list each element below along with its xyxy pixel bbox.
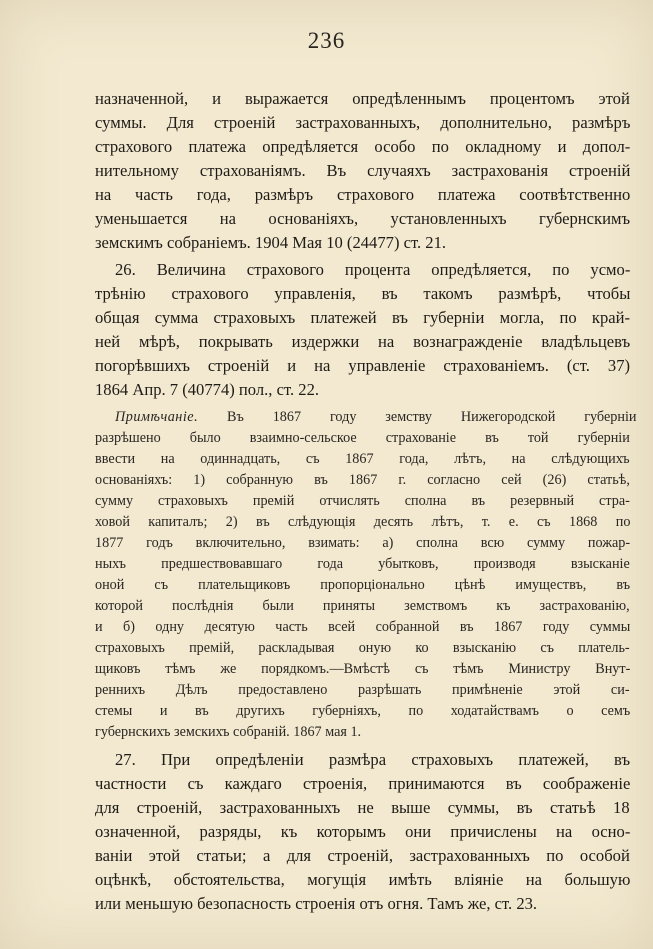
note-line: реннихъ Дѣлъ предоставлено разрѣшать примѣненіе этой си-	[95, 682, 630, 698]
text-line: 1864 Апр. 7 (40774) пол., ст. 22.	[95, 380, 320, 399]
note-line: оной съ плательщиковъ пропорціонально цѣнѣ имуществъ, въ	[95, 577, 631, 593]
text-line: ней мѣрѣ, покрывать издержки на вознагражденіе владѣльцевъ	[95, 332, 631, 351]
text-line: трѣнію страхового управленія, въ такомъ размѣрѣ, чтобы	[95, 284, 631, 303]
page-number: 236	[307, 28, 346, 53]
text-line: страхового платежа опредѣляется особо по окладному и допол-	[95, 137, 631, 156]
note-line: разрѣшено было взаимно-сельское страхованіе въ той губерніи	[95, 430, 630, 446]
text-line: суммы. Для строеній застрахованныхъ, дополнительно, размѣръ	[95, 113, 631, 132]
text-line: оцѣнкѣ, обстоятельства, могущія имѣть вліяніе на большую	[95, 870, 631, 889]
text-line: ваніи этой статьи; а для строеній, застрахованныхъ по особой	[95, 846, 630, 865]
article-27-line: 27. При опредѣленіи размѣра страховыхъ платежей, въ	[115, 750, 631, 769]
text-line: частности съ каждаго строенія, принимаются въ соображеніе	[95, 774, 631, 793]
note-line: 1877 годъ включительно, взимать: а) сполна всю сумму пожар-	[95, 535, 631, 551]
text-line: или меньшую безопасность строенія отъ огня. Тамъ же, ст. 23.	[95, 894, 538, 913]
note-line: ввести на одиннадцать, съ 1867 года, лѣтъ, на слѣдующихъ	[95, 451, 630, 467]
text-line: погорѣвшихъ строеній и на управленіе страхованіемъ. (ст. 37)	[95, 356, 631, 375]
note-line: щиковъ тѣмъ же порядкомъ.—Вмѣстѣ съ тѣмъ Министру Внут-	[95, 661, 631, 677]
text-line: для строеній, застрахованныхъ не выше суммы, въ статьѣ 18	[95, 798, 630, 817]
text-line: означенной, разряды, къ которымъ они причислены на осно-	[95, 822, 631, 841]
note-line: губернскихъ земскихъ собраній. 1867 мая 1.	[95, 724, 362, 740]
text-line: уменьшается на основаніяхъ, установленныхъ губернскимъ	[95, 209, 631, 228]
note-line: ныхъ предшествовавшаго года убытковъ, производя взысканіе	[95, 556, 630, 572]
note-line: сумму страховыхъ премій отчислять сполна въ резервный стра-	[95, 493, 630, 509]
article-26-line: 26. Величина страхового процента опредѣляется, по усмо-	[115, 260, 631, 279]
note-line: и б) одну десятую часть всей собранной въ 1867 году суммы	[95, 619, 631, 635]
note-line: которой послѣднія были приняты земствомъ къ застрахованію,	[95, 598, 630, 614]
note-label: Примѣчаніе.	[115, 409, 199, 425]
text-line: земскимъ собраніемъ. 1904 Мая 10 (24477) ст. 21.	[95, 233, 447, 252]
note-line: страховыхъ премій, раскладывая оную ко взысканію съ платель-	[95, 640, 630, 656]
text-line: общая сумма страховыхъ платежей въ губерніи могла, по край-	[95, 308, 631, 327]
text-line: нительному страхованіямъ. Въ случаяхъ застрахованія строеній	[95, 161, 631, 180]
note-line: Примѣчаніе. Въ 1867 году земству Нижегородской губерніи	[115, 409, 637, 425]
text-line: назначенной, и выражается опредѣленнымъ процентомъ этой	[95, 89, 630, 108]
text-line: на часть года, размѣръ страхового платежа соотвѣтственно	[95, 185, 631, 204]
note-line: стемы и въ другихъ губерніяхъ, по ходатайствамъ о семъ	[95, 703, 631, 719]
note-line: ховой капиталъ; 2) въ слѣдующія десять лѣтъ, т. е. съ 1868 по	[95, 514, 631, 530]
note-line: основаніяхъ: 1) собранную въ 1867 г. согласно сей (26) статьѣ,	[95, 472, 630, 488]
